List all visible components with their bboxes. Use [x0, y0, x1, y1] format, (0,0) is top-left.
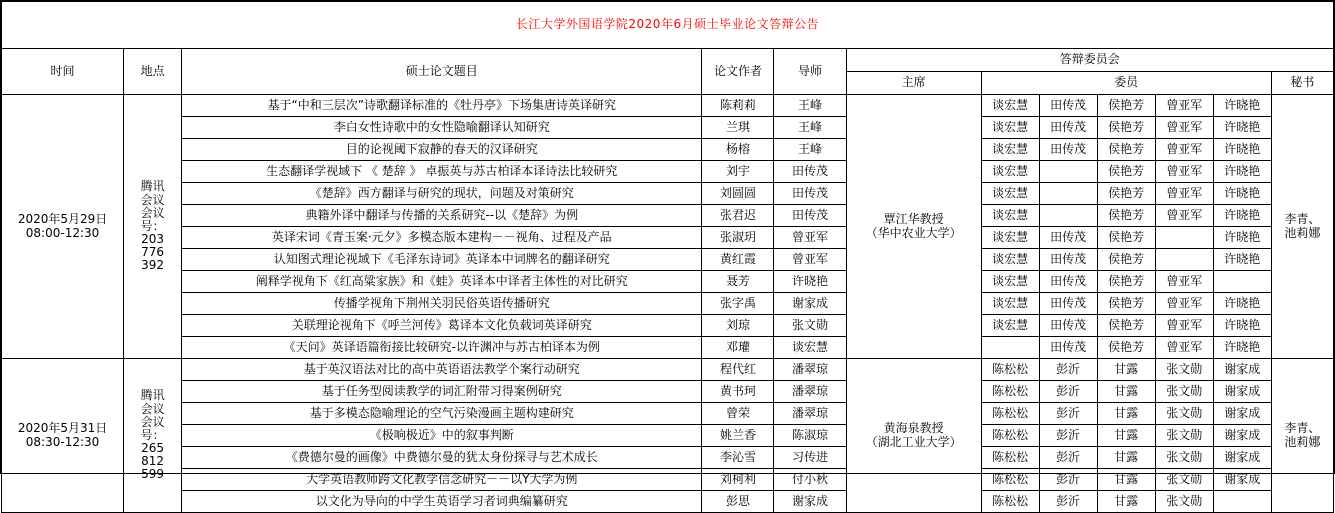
- committee-member: 陈松松: [981, 469, 1039, 491]
- place-line-6: 812: [141, 454, 165, 469]
- secretary-line-1: 李青、: [1284, 212, 1321, 227]
- committee-member: 曾亚军: [1155, 161, 1213, 183]
- committee-member: 田传茂: [1039, 271, 1097, 293]
- committee-member: 张文勋: [1155, 403, 1213, 425]
- committee-member: 谈宏慧: [981, 139, 1039, 161]
- table-row: [2, 447, 1334, 469]
- thesis-title: 《楚辞》西方翻译与研究的现状，问题及对策研究: [182, 183, 702, 205]
- committee-member: 谢家成: [1213, 447, 1271, 469]
- committee-member: 谈宏慧: [981, 161, 1039, 183]
- committee-member: 谈宏慧: [981, 249, 1039, 271]
- committee-member: 陈松松: [981, 447, 1039, 469]
- committee-member: 张文勋: [1155, 469, 1213, 491]
- committee-member: 侯艳芳: [1097, 315, 1155, 337]
- thesis-author: 刘圆圆: [702, 183, 774, 205]
- committee-member: 彭沂: [1039, 425, 1097, 447]
- committee-member: [1213, 271, 1271, 293]
- time-line-1: 2020年5月31日: [17, 421, 108, 436]
- committee-member: 谈宏慧: [981, 227, 1039, 249]
- thesis-author: 李沁雪: [702, 447, 774, 469]
- chair-name: 覃江华教授: [883, 212, 944, 227]
- thesis-advisor: 谈宏慧: [774, 337, 846, 359]
- committee-member: 田传茂: [1039, 139, 1097, 161]
- committee-member: 曾亚军: [1155, 293, 1213, 315]
- thesis-author: 姚兰香: [702, 425, 774, 447]
- place-line-2: 会议: [140, 192, 165, 207]
- page-title: 长江大学外国语学院2020年6月硕士毕业论文答辩公告: [2, 2, 1334, 49]
- place-line-4: 号：: [140, 427, 165, 442]
- thesis-author: 聂芳: [702, 271, 774, 293]
- group-time: [2, 359, 124, 513]
- committee-member: 甘露: [1097, 359, 1155, 381]
- committee-member: 张文勋: [1155, 491, 1213, 513]
- table-row: [2, 249, 1334, 271]
- header-committee: 答辩委员会: [846, 49, 1333, 72]
- thesis-title: 基于英汉语法对比的高中英语语法教学个案行动研究: [182, 359, 702, 381]
- place-line-6: 776: [141, 245, 165, 260]
- thesis-title: 《极响极近》中的叙事判断: [182, 425, 702, 447]
- thesis-advisor: 田传茂: [774, 161, 846, 183]
- committee-member: 许晓艳: [1213, 337, 1271, 359]
- secretary-line-1: 李青、: [1284, 421, 1321, 436]
- thesis-author: 刘琼: [702, 315, 774, 337]
- thesis-author: 陈莉莉: [702, 95, 774, 117]
- committee-member: 曾亚军: [1155, 183, 1213, 205]
- thesis-author: 张字禹: [702, 293, 774, 315]
- committee-member: 侯艳芳: [1097, 293, 1155, 315]
- place-line-5: 265: [141, 441, 165, 456]
- committee-member: 张文勋: [1155, 381, 1213, 403]
- committee-member: 曾亚军: [1155, 95, 1213, 117]
- thesis-advisor: 谢家成: [774, 293, 846, 315]
- committee-member: 侯艳芳: [1097, 227, 1155, 249]
- thesis-advisor: 王峰: [774, 139, 846, 161]
- committee-member: 侯艳芳: [1097, 271, 1155, 293]
- committee-member: 彭沂: [1039, 359, 1097, 381]
- committee-member: 田传茂: [1039, 117, 1097, 139]
- thesis-advisor: 王峰: [774, 117, 846, 139]
- committee-member: [1039, 183, 1097, 205]
- time-line-1: 2020年5月29日: [17, 212, 108, 227]
- committee-member: 谢家成: [1213, 425, 1271, 447]
- thesis-author: 张君迟: [702, 205, 774, 227]
- committee-secretary: [1271, 95, 1333, 359]
- committee-member: 田传茂: [1039, 337, 1097, 359]
- committee-member: [1213, 491, 1271, 513]
- thesis-advisor: 张文勋: [774, 315, 846, 337]
- table-row: [2, 139, 1334, 161]
- committee-member: 田传茂: [1039, 293, 1097, 315]
- thesis-advisor: 付小秋: [774, 469, 846, 491]
- thesis-author: 程代红: [702, 359, 774, 381]
- chair-name: 黄海泉教授: [883, 421, 944, 436]
- table-row: [2, 183, 1334, 205]
- committee-member: [1155, 249, 1213, 271]
- thesis-title: 基于任务型阅读教学的词汇附带习得案例研究: [182, 381, 702, 403]
- table-row: [2, 95, 1334, 117]
- committee-member: 侯艳芳: [1097, 205, 1155, 227]
- thesis-advisor: 许晓艳: [774, 271, 846, 293]
- table-row: [2, 403, 1334, 425]
- committee-member: 谢家成: [1213, 469, 1271, 491]
- table-row: [2, 271, 1334, 293]
- committee-member: 田传茂: [1039, 95, 1097, 117]
- committee-member: 甘露: [1097, 403, 1155, 425]
- defense-announcement-table: [1, 1, 1334, 513]
- thesis-title: 基于“中和三层次”诗歌翻译标准的《牡丹亭》下场集唐诗英译研究: [182, 95, 702, 117]
- thesis-author: 兰琪: [702, 117, 774, 139]
- thesis-advisor: 曾亚军: [774, 227, 846, 249]
- thesis-title: 生态翻译学视域下 《 楚辞 》 卓振英与苏古柏译本译诗法比较研究: [182, 161, 702, 183]
- thesis-author: 刘柯利: [702, 469, 774, 491]
- header-secretary: 秘书: [1271, 72, 1333, 95]
- place-line-1: 腾讯: [140, 179, 165, 194]
- thesis-advisor: 潘翠琼: [774, 359, 846, 381]
- thesis-title: 基于多模态隐喻理论的空气污染漫画主题构建研究: [182, 403, 702, 425]
- place-line-7: 599: [141, 467, 165, 482]
- table-row: [2, 337, 1334, 359]
- committee-member: 彭沂: [1039, 469, 1097, 491]
- committee-member: 谈宏慧: [981, 205, 1039, 227]
- committee-member: 陈松松: [981, 425, 1039, 447]
- secretary-line-2: 池莉娜: [1284, 225, 1321, 240]
- place-line-3: 会议: [140, 205, 165, 220]
- committee-member: 侯艳芳: [1097, 249, 1155, 271]
- thesis-title: 认知图式理论视域下《毛泽东诗词》英译本中词牌名的翻译研究: [182, 249, 702, 271]
- committee-member: 侯艳芳: [1097, 139, 1155, 161]
- committee-member: 谈宏慧: [981, 293, 1039, 315]
- thesis-author: 杨榕: [702, 139, 774, 161]
- committee-member: 田传茂: [1039, 315, 1097, 337]
- header-place: 地点: [124, 49, 182, 95]
- thesis-advisor: 谢家成: [774, 491, 846, 513]
- committee-member: 许晓艳: [1213, 293, 1271, 315]
- thesis-author: 彭思: [702, 491, 774, 513]
- committee-chair: [846, 95, 981, 359]
- committee-chair: [846, 359, 981, 513]
- table-row: [2, 491, 1334, 513]
- committee-member: 侯艳芳: [1097, 95, 1155, 117]
- thesis-advisor: 曾亚军: [774, 249, 846, 271]
- committee-member: 曾亚军: [1155, 117, 1213, 139]
- time-line-2: 08:30-12:30: [25, 434, 100, 449]
- committee-member: 张文勋: [1155, 447, 1213, 469]
- committee-member: 甘露: [1097, 425, 1155, 447]
- table-row: [2, 315, 1334, 337]
- chair-affiliation: （华中农业大学）: [865, 225, 962, 240]
- thesis-title: 关联理论视角下《呼兰河传》葛译本文化负载词英译研究: [182, 315, 702, 337]
- thesis-title: 以文化为导向的中学生英语学习者词典编纂研究: [182, 491, 702, 513]
- committee-member: 曾亚军: [1155, 315, 1213, 337]
- header-advisor: 导师: [774, 49, 846, 95]
- place-line-4: 号：: [140, 218, 165, 233]
- committee-member: 彭沂: [1039, 381, 1097, 403]
- thesis-title: 《费德尔曼的画像》中费德尔曼的犹太身份探寻与艺术成长: [182, 447, 702, 469]
- thesis-author: 曾荣: [702, 403, 774, 425]
- committee-member: 彭沂: [1039, 447, 1097, 469]
- thesis-author: 黄书珂: [702, 381, 774, 403]
- place-line-1: 腾讯: [140, 388, 165, 403]
- thesis-advisor: 潘翠琼: [774, 403, 846, 425]
- table-row: [2, 293, 1334, 315]
- committee-member: 谈宏慧: [981, 95, 1039, 117]
- thesis-advisor: 陈淑琼: [774, 425, 846, 447]
- committee-member: 许晓艳: [1213, 249, 1271, 271]
- committee-member: 甘露: [1097, 447, 1155, 469]
- thesis-author: 邓瓘: [702, 337, 774, 359]
- committee-member: 许晓艳: [1213, 117, 1271, 139]
- committee-member: 陈松松: [981, 491, 1039, 513]
- thesis-title: 典籍外译中翻译与传播的关系研究--以《楚辞》为例: [182, 205, 702, 227]
- committee-member: 谈宏慧: [981, 271, 1039, 293]
- committee-member: 侯艳芳: [1097, 117, 1155, 139]
- committee-member: 侯艳芳: [1097, 337, 1155, 359]
- committee-member: 曾亚军: [1155, 271, 1213, 293]
- header-thesis: 硕士论文题目: [182, 49, 702, 95]
- committee-member: 彭沂: [1039, 403, 1097, 425]
- committee-member: 张文勋: [1155, 359, 1213, 381]
- header-members: 委员: [981, 72, 1271, 95]
- committee-member: 侯艳芳: [1097, 183, 1155, 205]
- place-line-2: 会议: [140, 401, 165, 416]
- committee-member: [1039, 205, 1097, 227]
- committee-member: 许晓艳: [1213, 315, 1271, 337]
- place-line-5: 203: [141, 232, 165, 247]
- group-time: [2, 95, 124, 359]
- table-row: [2, 205, 1334, 227]
- committee-member: 许晓艳: [1213, 161, 1271, 183]
- committee-member: 许晓艳: [1213, 95, 1271, 117]
- thesis-title: 目的论视阈下寂静的春天的汉译研究: [182, 139, 702, 161]
- table-row: [2, 359, 1334, 381]
- committee-member: 谢家成: [1213, 381, 1271, 403]
- group-place: [124, 359, 182, 513]
- header-author: 论文作者: [702, 49, 774, 95]
- thesis-advisor: 王峰: [774, 95, 846, 117]
- committee-member: 甘露: [1097, 381, 1155, 403]
- committee-member: 田传茂: [1039, 249, 1097, 271]
- committee-member: 许晓艳: [1213, 139, 1271, 161]
- table-row: [2, 469, 1334, 491]
- table-row: [2, 381, 1334, 403]
- committee-member: 侯艳芳: [1097, 161, 1155, 183]
- time-line-2: 08:00-12:30: [25, 225, 100, 240]
- committee-member: 张文勋: [1155, 425, 1213, 447]
- committee-member: [1039, 161, 1097, 183]
- committee-member: 彭沂: [1039, 491, 1097, 513]
- place-line-3: 会议: [140, 414, 165, 429]
- committee-secretary: [1271, 359, 1333, 513]
- header-time: 时间: [2, 49, 124, 95]
- thesis-title: 大学英语教师跨文化教学信念研究－－以Y大学为例: [182, 469, 702, 491]
- table-row: [2, 227, 1334, 249]
- committee-member: 陈松松: [981, 359, 1039, 381]
- committee-member: 曾亚军: [1155, 205, 1213, 227]
- committee-member: 谈宏慧: [981, 183, 1039, 205]
- committee-member: 曾亚军: [1155, 139, 1213, 161]
- committee-member: 陈松松: [981, 403, 1039, 425]
- thesis-author: 张淑玥: [702, 227, 774, 249]
- thesis-author: 黄红霞: [702, 249, 774, 271]
- group-place: [124, 95, 182, 359]
- thesis-author: 刘宇: [702, 161, 774, 183]
- thesis-title: 英译宋词《青玉案·元夕》多模态版本建构－－视角、过程及产品: [182, 227, 702, 249]
- secretary-line-2: 池莉娜: [1284, 434, 1321, 449]
- table-row: [2, 425, 1334, 447]
- committee-member: [1155, 227, 1213, 249]
- committee-member: 谢家成: [1213, 359, 1271, 381]
- header-row-1: [2, 49, 1334, 72]
- committee-member: 曾亚军: [1155, 337, 1213, 359]
- committee-member: 许晓艳: [1213, 227, 1271, 249]
- committee-member: 谈宏慧: [981, 117, 1039, 139]
- committee-member: 田传茂: [1039, 227, 1097, 249]
- committee-member: 甘露: [1097, 469, 1155, 491]
- committee-member: [981, 337, 1039, 359]
- title-row: [2, 2, 1334, 49]
- committee-member: 许晓艳: [1213, 183, 1271, 205]
- committee-member: 谢家成: [1213, 403, 1271, 425]
- thesis-title: 阐释学视角下《红高粱家族》和《蛙》英译本中译者主体性的对比研究: [182, 271, 702, 293]
- thesis-title: 传播学视角下荆州关羽民俗英语传播研究: [182, 293, 702, 315]
- committee-member: 甘露: [1097, 491, 1155, 513]
- table-row: [2, 161, 1334, 183]
- chair-affiliation: （湖北工业大学）: [865, 434, 962, 449]
- thesis-title: 李白女性诗歌中的女性隐喻翻译认知研究: [182, 117, 702, 139]
- committee-member: 谈宏慧: [981, 315, 1039, 337]
- thesis-advisor: 田传茂: [774, 183, 846, 205]
- thesis-title: 《天问》英译语篇衔接比较研究-以许渊冲与苏古柏译本为例: [182, 337, 702, 359]
- thesis-advisor: 田传茂: [774, 205, 846, 227]
- thesis-advisor: 潘翠琼: [774, 381, 846, 403]
- thesis-advisor: 习传进: [774, 447, 846, 469]
- place-line-7: 392: [141, 258, 165, 273]
- committee-member: 许晓艳: [1213, 205, 1271, 227]
- committee-member: 陈松松: [981, 381, 1039, 403]
- header-chair: 主席: [846, 72, 981, 95]
- table-row: [2, 117, 1334, 139]
